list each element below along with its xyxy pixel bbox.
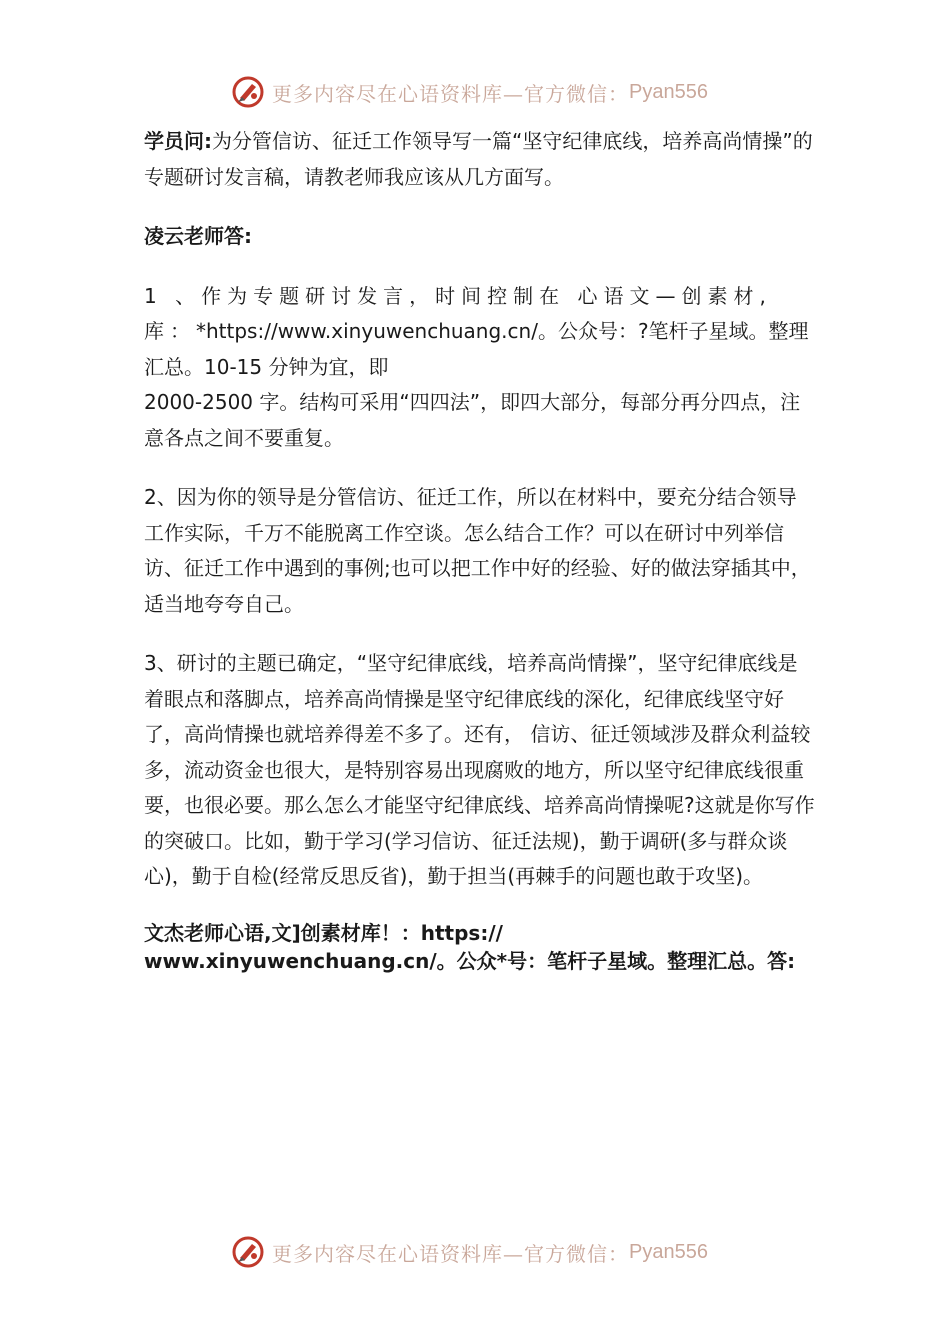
final-paragraph	[144, 919, 816, 975]
banner-text: 更多内容尽在心语资料库—官方微信：	[272, 81, 629, 106]
document-body	[144, 124, 816, 999]
banner-wechat-id: Pyan556	[629, 80, 708, 103]
point-1-continuation: 2000-2500 字。结构可采用“四四法”，即四大部分，每部分再分四点，注意各点之间不要重复。	[144, 390, 801, 450]
footer-banner-wechat-id: Pyan556	[629, 1240, 708, 1263]
point-1-rest: *https://www.xinyuwenchuang.cn/。公众号：?笔杆子星域。整理汇总。10-15 分钟为宜，即	[144, 319, 809, 379]
question-text: 为分管信访、征迁工作领导写一篇“坚守纪律底线，培养高尚情操”的专题研讨发言稿，请教老师我应该从几方面写。	[144, 129, 813, 189]
header-banner	[230, 72, 750, 112]
question-label: 学员问:	[144, 129, 212, 153]
question-paragraph	[144, 124, 816, 195]
brand-logo-icon	[230, 74, 266, 110]
footer-banner-text: 更多内容尽在心语资料库—官方微信：	[272, 1241, 629, 1266]
final-line-1: 文杰老师心语,文]创素材库！：https://	[144, 920, 503, 945]
brand-logo-icon	[230, 1234, 266, 1270]
point-2-paragraph: 2、因为你的领导是分管信访、征迁工作，所以在材料中，要充分结合领导工作实际，千万不能脱离工作空谈。怎么结合工作？可以在研讨中列举信访、征迁工作中遇到的事例;也可以把工作中好的经验、好的做法穿插其中，适当地夸夸自己。	[144, 485, 811, 616]
point-3-paragraph: 3、研讨的主题已确定，“坚守纪律底线，培养高尚情操”，坚守纪律底线是着眼点和落脚点，培养高尚情操是坚守纪律底线的深化，纪律底线坚守好了，高尚情操也就培养得差不多了。还有， 信访、征迁领域涉及群众利益较多，流动资金也很大，是特别容易出现腐败的地方，所以坚守纪律底线很重要，也很必要。那么怎么才能坚守纪律底线、培养高尚情操呢?这就是你写作的突破口。比如，勤于学习(学习信访、征迁法规)，勤于调研(多与群众谈心)，勤于自检(经常反思反省)，勤于担当(再棘手的问题也敢于攻坚)。	[144, 651, 815, 888]
footer-banner	[230, 1232, 750, 1272]
point-1-paragraph	[144, 279, 816, 386]
final-line-2: www.xinyuwenchuang.cn/。公众*号：笔杆子星域。整理汇总。答:	[144, 948, 796, 973]
answer-label: 凌云老师答:	[144, 224, 252, 248]
point-1-spaced: 1 、作为专题研讨发言，时间控制在 心语文—创素材,库：	[144, 283, 772, 343]
